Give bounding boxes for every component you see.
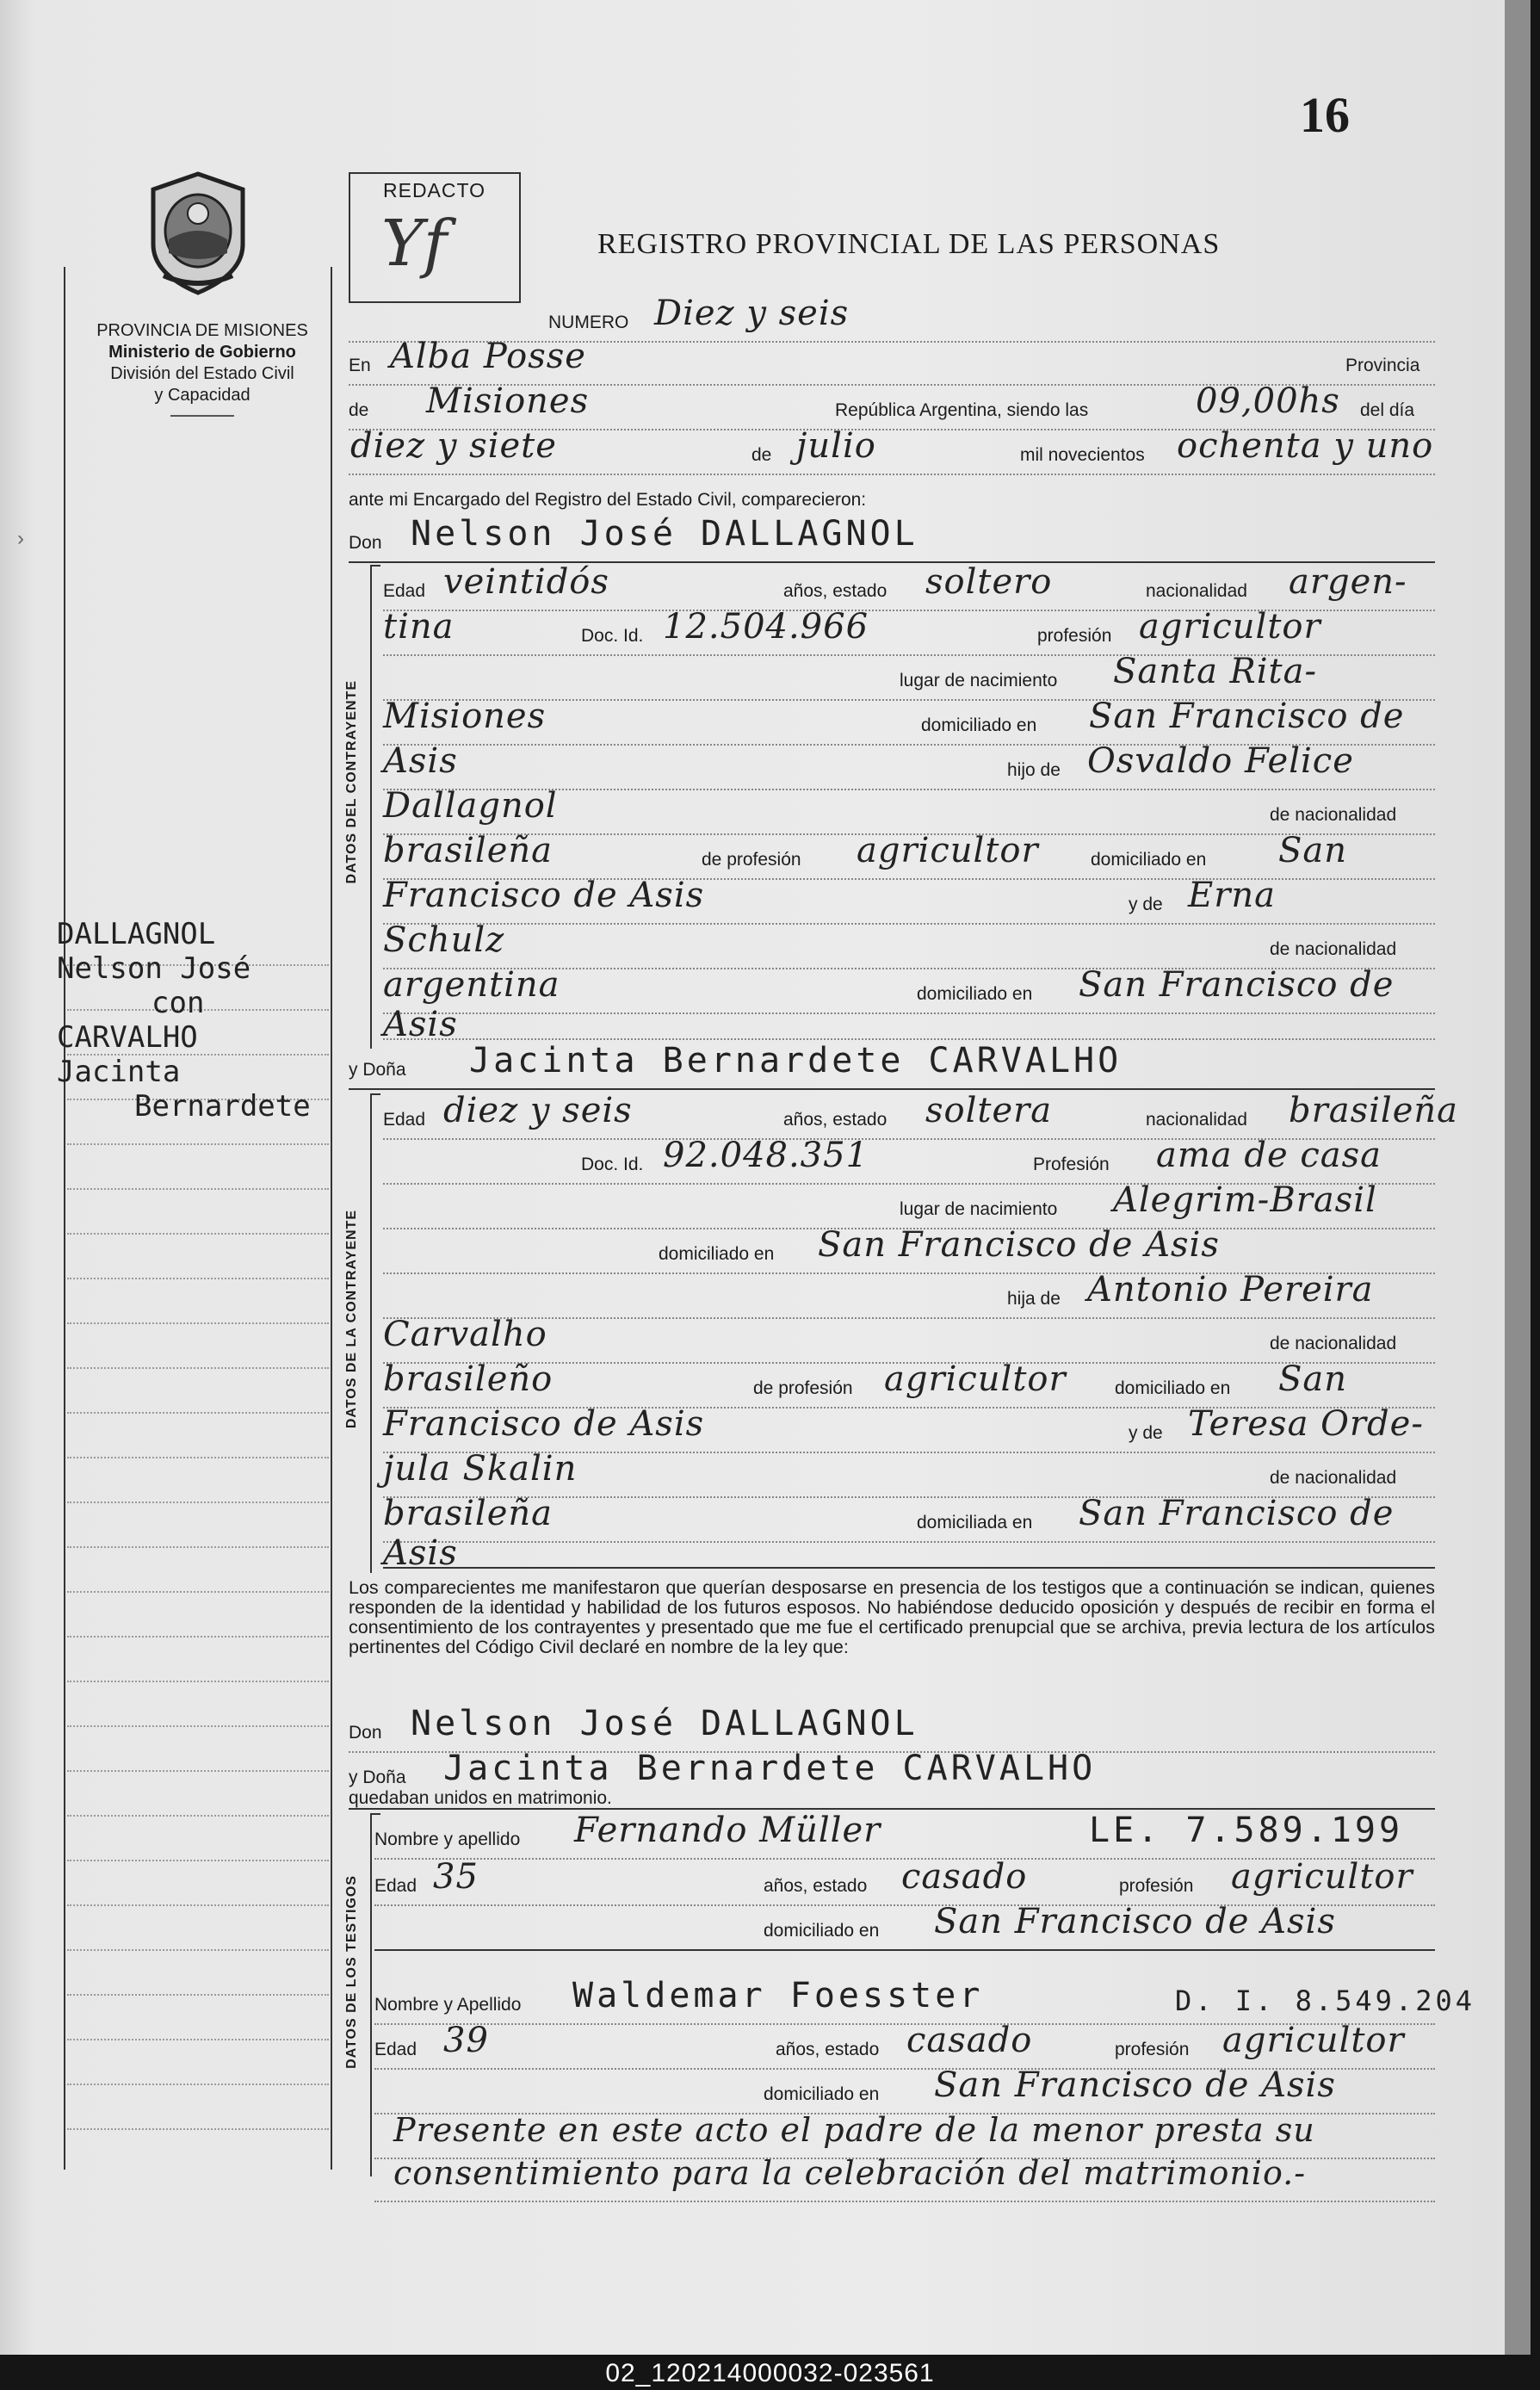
- margin-line: CARVALHO: [57, 1020, 198, 1055]
- margin-rule: [67, 1591, 329, 1593]
- label-anos-estado: años, estado: [776, 2040, 880, 2059]
- label-nacionalidad: nacionalidad: [1146, 581, 1247, 601]
- label-de-nacionalidad: de nacionalidad: [1270, 939, 1397, 959]
- province-name: PROVINCIA DE MISIONES: [96, 321, 308, 340]
- row-c-edad: [383, 561, 1435, 611]
- value-dona-final: Jacinta Bernardete CARVALHO: [443, 1749, 1097, 1788]
- label-nacionalidad: nacionalidad: [1146, 1110, 1247, 1130]
- label-de-nacionalidad: de nacionalidad: [1270, 1468, 1397, 1488]
- value-madre: Erna: [1188, 876, 1276, 915]
- margin-rule: [67, 1681, 329, 1682]
- contrayenta-bracket: [370, 1093, 380, 1573]
- label-de-profesion: de profesión: [753, 1378, 853, 1398]
- label-edad: Edad: [383, 581, 426, 601]
- value-madre-nac: brasileña: [383, 1494, 553, 1533]
- margin-rule: [67, 1770, 329, 1772]
- label-mil: mil novecientos: [1020, 445, 1145, 465]
- value-t2-profesion: agricultor: [1222, 2021, 1405, 2060]
- division-name-2: y Capacidad: [154, 386, 250, 405]
- row-c-padre: [383, 785, 1435, 835]
- value-t2-domicilio: San Francisco de Asis: [934, 2065, 1336, 2105]
- value-t1-nombre: Fernando Müller: [574, 1811, 881, 1850]
- value-madre-dom: San Francisco de: [1079, 1494, 1395, 1533]
- label-edad: Edad: [383, 1110, 426, 1130]
- label-edad: Edad: [374, 1876, 417, 1896]
- redacto-stamp-box: [349, 172, 521, 303]
- label-domicilio: domiciliado en: [764, 1921, 880, 1941]
- value-domicilio: San Francisco de: [1089, 697, 1405, 736]
- label-edad: Edad: [374, 2040, 417, 2059]
- margin-rule: [67, 1278, 329, 1279]
- left-margin-line: [64, 267, 65, 2170]
- label-doc: Doc. Id.: [581, 626, 644, 646]
- row-f-hija: [383, 1269, 1435, 1319]
- label-ante-mi: ante mi Encargado del Registro del Estado Civil, comparecieron:: [349, 490, 867, 510]
- value-t1-edad: 35: [433, 1857, 479, 1897]
- label-domicilio: domiciliada en: [917, 1513, 1033, 1532]
- margin-rule: [67, 1815, 329, 1817]
- margin-tick-mark: ›: [17, 527, 24, 550]
- label-doc: Doc. Id.: [581, 1155, 644, 1174]
- label-hija-de: hija de: [1007, 1289, 1061, 1309]
- value-lugar-cont: Misiones: [383, 697, 547, 736]
- label-y-de: y de: [1129, 1423, 1163, 1443]
- label-y-de: y de: [1129, 895, 1163, 914]
- value-dona: Jacinta Bernardete CARVALHO: [469, 1041, 1123, 1080]
- page-number: 16: [1300, 87, 1350, 143]
- row-t1-dom: [374, 1901, 1435, 1951]
- value-t1-doc: LE. 7.589.199: [1089, 1811, 1404, 1850]
- row-f-edad: [383, 1090, 1458, 1140]
- margin-rule: [67, 1233, 329, 1235]
- label-en: En: [349, 356, 371, 375]
- value-t2-edad: 39: [443, 2021, 489, 2060]
- margin-rule: [67, 1725, 329, 1727]
- value-madre-cont: jula Skalin: [383, 1449, 578, 1489]
- value-t1-estado: casado: [901, 1857, 1028, 1897]
- label-provincia: Provincia: [1345, 356, 1420, 375]
- value-nota-1: Presente en este acto el padre de la menor presta su: [393, 2111, 1315, 2149]
- form-margin-line: [331, 267, 332, 2170]
- value-profesion: agricultor: [1139, 607, 1321, 647]
- label-domicilio: domiciliado en: [921, 715, 1037, 735]
- value-numero: Diez y seis: [654, 294, 850, 333]
- value-don-final: Nelson José DALLAGNOL: [411, 1704, 918, 1743]
- row-c-madre: [383, 875, 1435, 925]
- value-padre-cont: Dallagnol: [383, 786, 558, 826]
- label-profesion: profesión: [1037, 626, 1112, 646]
- value-madre-dom: San Francisco de: [1079, 965, 1395, 1005]
- value-padre-dom: San: [1278, 1359, 1348, 1399]
- label-profesion: profesión: [1119, 1876, 1194, 1896]
- value-t2-doc: D. I. 8.549.204: [1175, 1984, 1475, 2017]
- row-c-hijo: [383, 740, 1435, 790]
- row-c-madre-dom2: [383, 1004, 1435, 1044]
- redacto-initials: Yf: [381, 207, 448, 281]
- margin-rule: [67, 2128, 329, 2130]
- row-ante-mi: [349, 470, 1435, 518]
- value-nota-2: consentimiento para la celebración del matrimonio.-: [393, 2154, 1307, 2192]
- margin-rule: [67, 2084, 329, 2085]
- value-don: Nelson José DALLAGNOL: [411, 514, 918, 554]
- label-nombre: Nombre y Apellido: [374, 1995, 522, 2015]
- value-estado: soltera: [925, 1091, 1053, 1130]
- row-f-padre: [383, 1314, 1435, 1364]
- row-f-dom: [383, 1224, 1435, 1274]
- label-anos-estado: años, estado: [783, 581, 888, 601]
- label-numero: NUMERO: [548, 313, 629, 332]
- value-provincia: Misiones: [426, 381, 590, 421]
- value-doc: 92.048.351: [663, 1136, 869, 1175]
- label-de-nacionalidad: de nacionalidad: [1270, 805, 1397, 825]
- label-anos-estado: años, estado: [764, 1876, 868, 1896]
- value-nacionalidad: argen-: [1289, 562, 1407, 602]
- value-lugar: Alegrim-Brasil: [1113, 1180, 1377, 1220]
- row-c-padre-nac: [383, 830, 1435, 880]
- value-domicilio: San Francisco de Asis: [818, 1225, 1220, 1265]
- margin-rule: [67, 2039, 329, 2040]
- margin-rule: [67, 1949, 329, 1951]
- label-profesion: Profesión: [1033, 1155, 1110, 1174]
- margin-rule: [67, 1412, 329, 1414]
- value-dia: diez y siete: [350, 426, 557, 466]
- margin-rule: [67, 1994, 329, 1996]
- label-don: Don: [349, 533, 382, 553]
- value-padre-cont: Carvalho: [383, 1315, 547, 1354]
- value-padre-dom-cont: Francisco de Asis: [383, 876, 705, 915]
- margin-rule: [67, 1501, 329, 1503]
- margin-line: DALLAGNOL: [57, 917, 216, 951]
- label-dona: y Doña: [349, 1060, 406, 1080]
- value-profesion: ama de casa: [1156, 1136, 1382, 1175]
- row-quedaban: [349, 1774, 1435, 1810]
- row-t2-edad: [374, 2020, 1435, 2070]
- row-c-dom: [383, 696, 1435, 746]
- value-padre: Antonio Pereira: [1087, 1270, 1374, 1310]
- row-f-madre-nac: [383, 1448, 1435, 1498]
- header-rule: [170, 415, 234, 417]
- row-c-madre-nac: [383, 919, 1435, 969]
- label-de-profesion: de profesión: [702, 850, 801, 870]
- margin-rule: [67, 1457, 329, 1458]
- value-edad: diez y seis: [443, 1091, 633, 1130]
- value-madre-dom-cont: Asis: [383, 1005, 458, 1044]
- value-estado: soltero: [925, 562, 1053, 602]
- scan-filename: 02_120214000032-023561: [605, 2359, 935, 2387]
- label-lugar: lugar de nacimiento: [900, 671, 1058, 690]
- value-padre-prof: agricultor: [857, 831, 1039, 870]
- row-f-madre: [383, 1403, 1435, 1453]
- margin-rule: [67, 1904, 329, 1906]
- value-madre-nac: argentina: [383, 965, 560, 1005]
- page-title: REGISTRO PROVINCIAL DE LAS PERSONAS: [597, 228, 1221, 260]
- margin-line: con: [152, 986, 205, 1020]
- row-t2-nombre: [374, 1975, 1475, 2025]
- ministry-name: Ministerio de Gobierno: [108, 343, 296, 362]
- left-header: [67, 320, 337, 417]
- row-f-doc: [383, 1135, 1435, 1185]
- label-hijo-de: hijo de: [1007, 760, 1061, 780]
- redacto-label: REDACTO: [383, 179, 486, 201]
- contrayente-bracket: [370, 565, 380, 1049]
- label-nombre: Nombre y apellido: [374, 1830, 521, 1849]
- label-de-nacionalidad: de nacionalidad: [1270, 1334, 1397, 1353]
- value-padre-dom: San: [1278, 831, 1348, 870]
- value-padre-dom-cont: Francisco de Asis: [383, 1404, 705, 1444]
- margin-rule: [67, 1546, 329, 1548]
- label-domicilio: domiciliado en: [1091, 850, 1207, 870]
- value-padre-nac: brasileña: [383, 831, 553, 870]
- book-binding-edge: [1505, 0, 1531, 2355]
- value-madre-dom-cont: Asis: [383, 1533, 458, 1573]
- margin-rule: [67, 1143, 329, 1145]
- value-t2-nombre: Waldemar Foesster: [572, 1976, 984, 2015]
- row-t1-nombre: [374, 1810, 1435, 1860]
- margin-line: Nelson José: [57, 951, 251, 986]
- label-de: de: [349, 400, 369, 420]
- value-edad: veintidós: [443, 562, 609, 602]
- value-nacionalidad-cont: tina: [383, 607, 455, 647]
- label-domicilio: domiciliado en: [764, 2084, 880, 2104]
- label-republica: República Argentina, siendo las: [835, 400, 1089, 420]
- row-t2-dom: [374, 2065, 1435, 2114]
- margin-rule: [67, 1636, 329, 1638]
- label-dona: y Doña: [349, 1768, 406, 1787]
- margin-rule: [67, 1367, 329, 1369]
- value-anio: ochenta y uno: [1177, 426, 1434, 466]
- side-label-contrayente: DATOS DEL CONTRAYENTE: [344, 680, 359, 884]
- value-madre-cont: Schulz: [383, 920, 505, 960]
- value-t1-profesion: agricultor: [1231, 1857, 1413, 1897]
- value-padre-prof: agricultor: [884, 1359, 1067, 1399]
- row-f-madre-dom2: [383, 1532, 1435, 1573]
- division-name: División del Estado Civil: [110, 364, 294, 383]
- value-nacionalidad: brasileña: [1289, 1091, 1458, 1130]
- label-anos-estado: años, estado: [783, 1110, 888, 1130]
- value-t2-estado: casado: [906, 2021, 1033, 2060]
- row-don: [349, 513, 1435, 563]
- label-quedaban: quedaban unidos en matrimonio.: [349, 1788, 612, 1808]
- row-dona: [349, 1040, 1435, 1090]
- row-nota-2: [374, 2152, 1435, 2202]
- value-padre-nac: brasileño: [383, 1359, 554, 1399]
- row-don-final: [349, 1703, 1435, 1753]
- label-lugar: lugar de nacimiento: [900, 1199, 1058, 1219]
- value-lugar: Santa Rita-: [1113, 652, 1317, 691]
- label-profesion: profesión: [1115, 2040, 1190, 2059]
- margin-line: Jacinta: [57, 1055, 181, 1089]
- value-doc: 12.504.966: [663, 607, 869, 647]
- margin-rule: [67, 1322, 329, 1324]
- row-c-doc: [383, 606, 1435, 656]
- value-mes: julio: [796, 426, 876, 466]
- row-f-padre-nac: [383, 1359, 1435, 1409]
- margin-line: Bernardete: [134, 1089, 311, 1124]
- side-label-testigos: DATOS DE LOS TESTIGOS: [344, 1875, 359, 2069]
- declaration-paragraph: Los comparecientes me manifestaron que querían desposarse en presencia de los testigos que a continuación se indican, quienes responden de la identidad y habilidad de los futuros esposos. No habiéndose deducido oposición y después de recibir en forma el consentimiento de los contrayentes y presentado que me fue el certificado prenupcial que se archiva, previa lectura de los artículos pertinentes del Código Civil declaré en nombre de la ley que:: [349, 1577, 1435, 1657]
- label-domicilio: domiciliado en: [659, 1244, 775, 1264]
- label-de-mes: de: [751, 445, 772, 465]
- value-madre: Teresa Orde-: [1188, 1404, 1424, 1444]
- value-t1-domicilio: San Francisco de Asis: [934, 1902, 1336, 1941]
- value-en: Alba Posse: [390, 337, 586, 376]
- label-domicilio: domiciliado en: [1115, 1378, 1231, 1398]
- row-fecha: [349, 425, 1435, 475]
- label-don: Don: [349, 1723, 382, 1743]
- row-f-lugar: [383, 1180, 1435, 1229]
- row-t1-edad: [374, 1856, 1435, 1906]
- margin-rule: [67, 1860, 329, 1861]
- province-crest-seal: [146, 170, 250, 296]
- value-domicilio-cont: Asis: [383, 741, 458, 781]
- value-hora: 09,00hs: [1196, 381, 1340, 421]
- row-provincia: [349, 381, 1435, 430]
- value-padre: Osvaldo Felice: [1087, 741, 1354, 781]
- row-en: [349, 336, 1435, 386]
- margin-rule: [67, 1188, 329, 1190]
- row-c-lugar: [383, 651, 1435, 701]
- side-label-contrayenta: DATOS DE LA CONTRAYENTE: [344, 1210, 359, 1429]
- margin-annotation: [57, 917, 311, 1124]
- label-del-dia: del día: [1360, 400, 1415, 420]
- label-domicilio: domiciliado en: [917, 984, 1033, 1004]
